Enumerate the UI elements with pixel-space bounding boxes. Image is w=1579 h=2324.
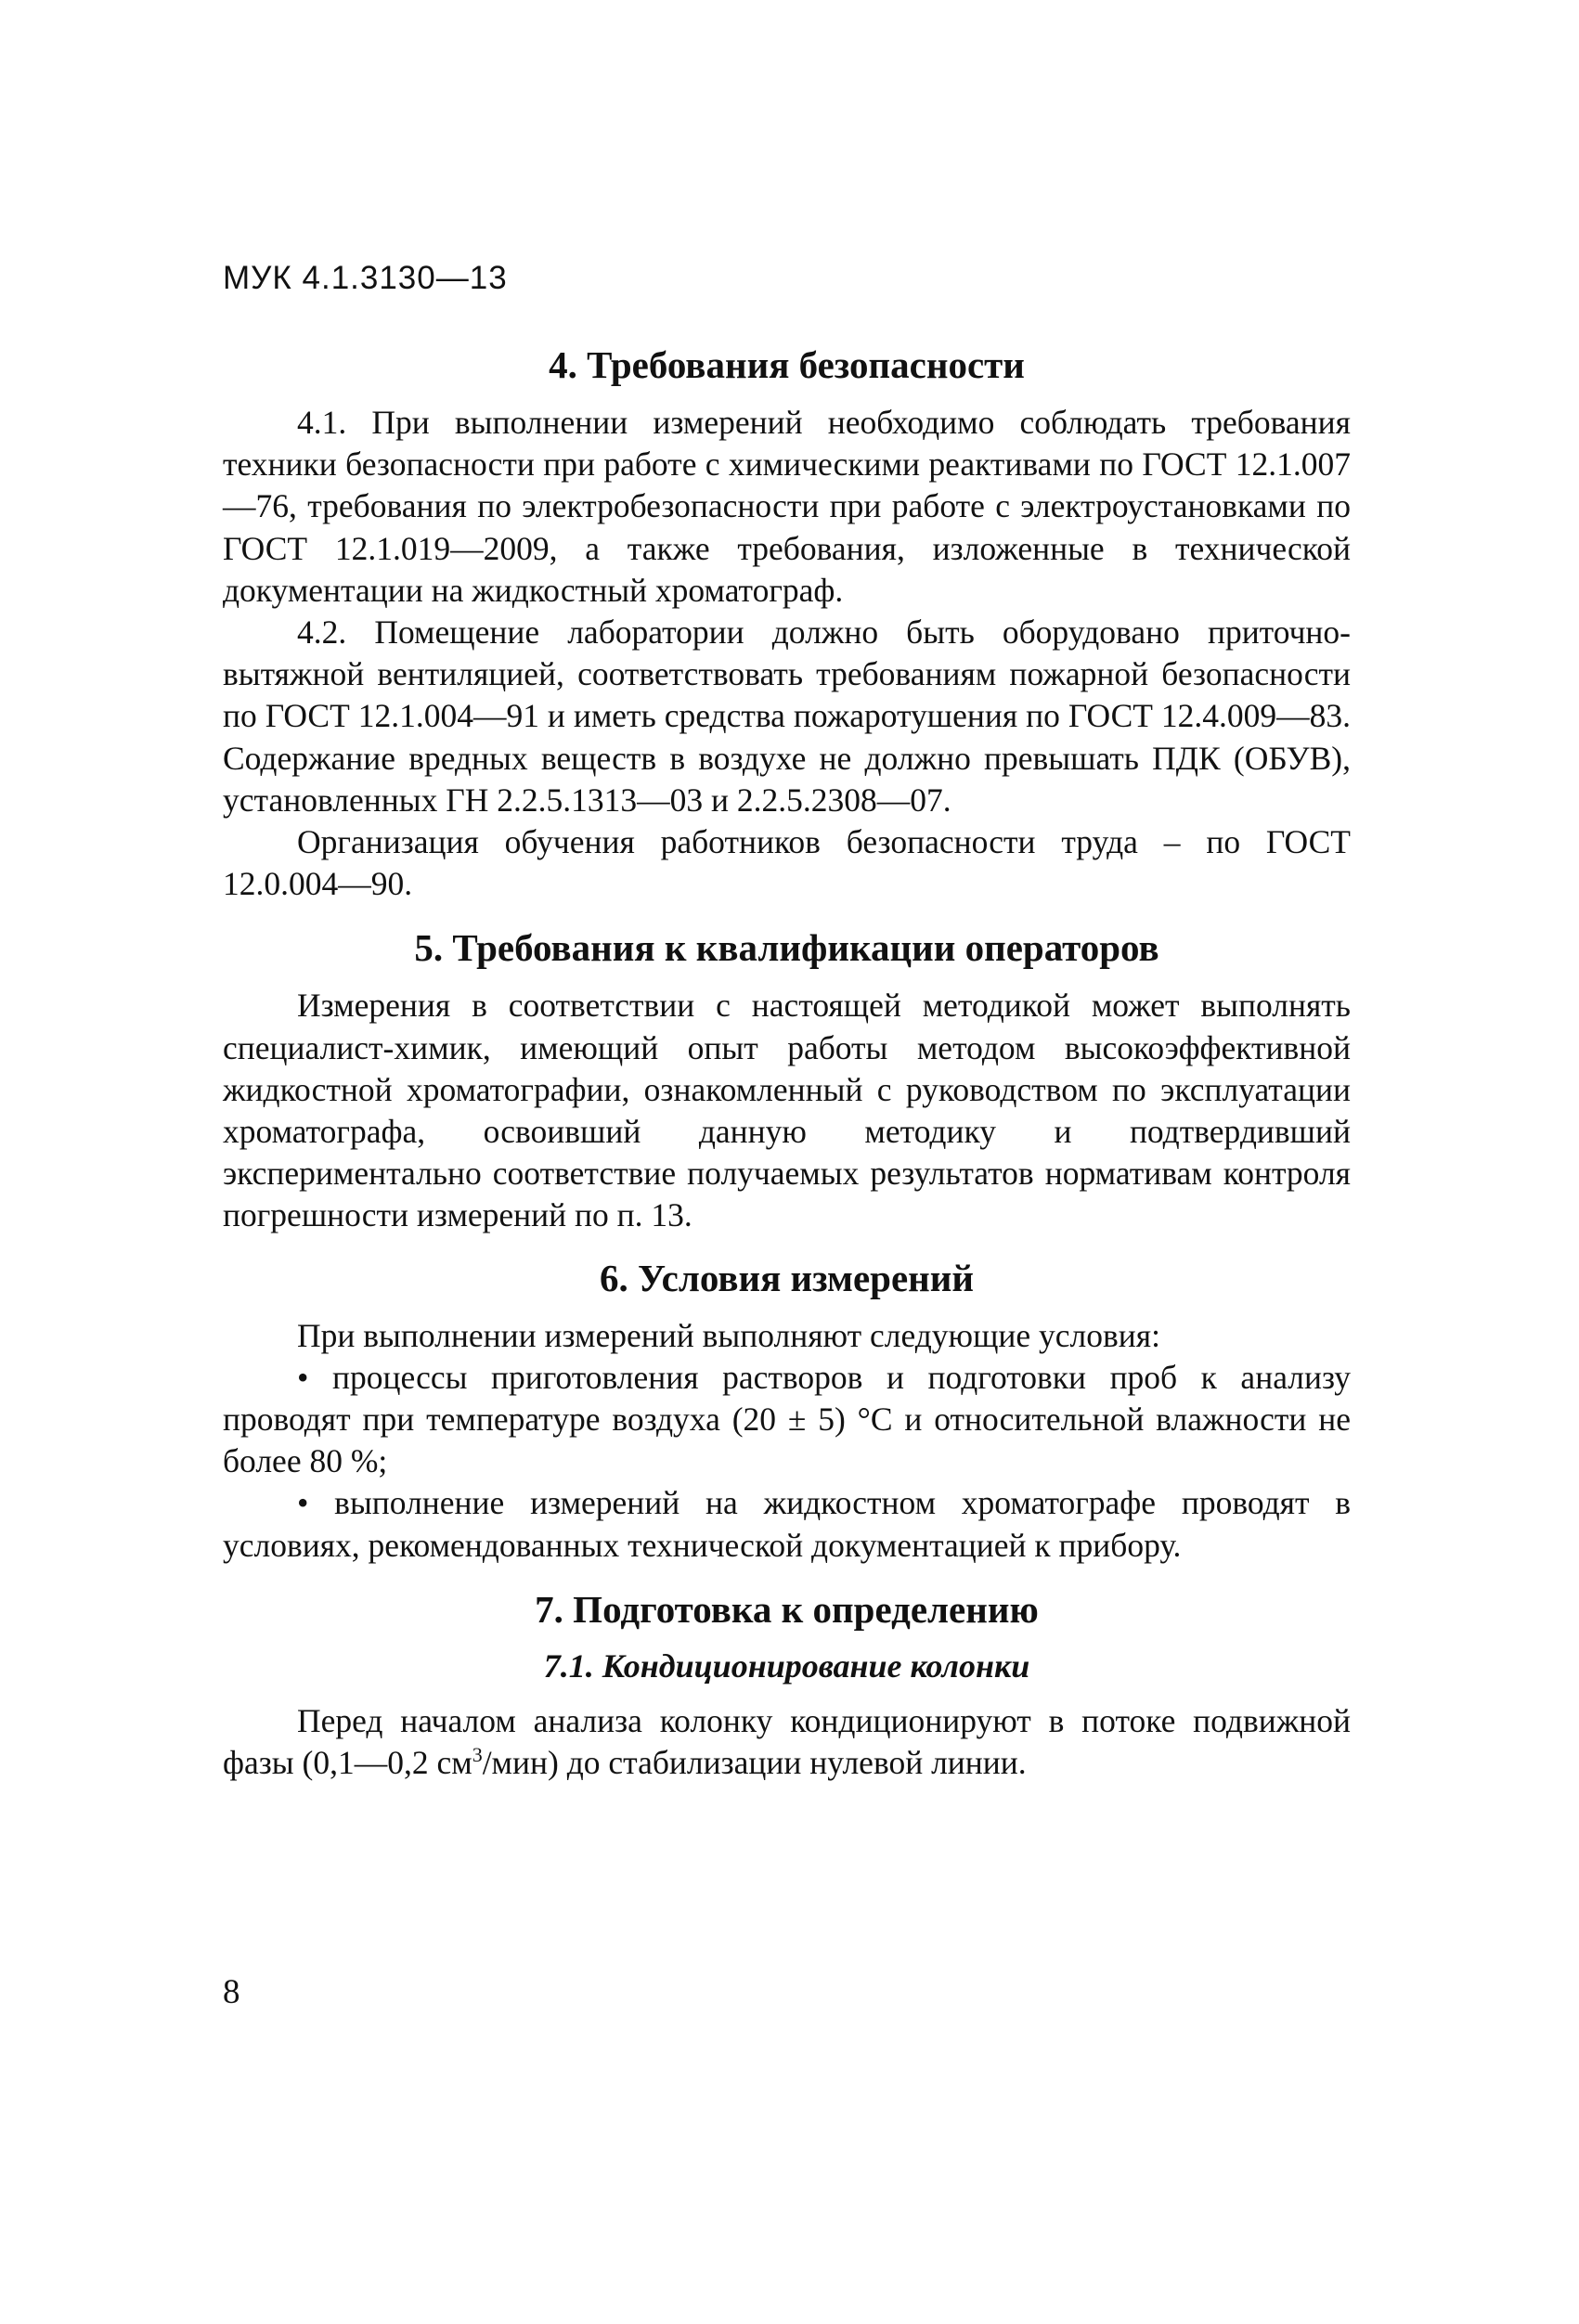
subsection-7-1-title: 7.1. Кондиционирование колонки	[543, 1646, 1030, 1685]
paragraph-6-bullet-2: • выполнение измерений на жидкостном хроматографе проводят в условиях, рекомендованных технической документацией к прибору.	[223, 1484, 1351, 1564]
paragraph-6-bullet-1: • процессы приготовления растворов и подготовки проб к анализу проводят при температуре воздуха (20 ± 5) °С и относительной влажности не более 80 %;	[223, 1358, 1351, 1480]
paragraph-4-1: 4.1. При выполнении измерений необходимо соблюдать требования техники безопасности при работе с химическими реактивами по ГОСТ 12.1.007—76, требования по электробезопасности при работе с электроустановками по ГОСТ 12.1.019—2009, а также требования, изложенные в технической документации на жидкостный хроматограф.	[223, 404, 1351, 609]
section-5-title: 5. Требования к квалификации операторов	[414, 926, 1159, 970]
paragraph-4-training: Организация обучения работников безопасности труда – по ГОСТ 12.0.004—90.	[223, 823, 1351, 903]
superscript-cube: 3	[472, 1743, 483, 1767]
running-header: МУК 4.1.3130—13	[223, 260, 508, 296]
paragraph-4-2: 4.2. Помещение лаборатории должно быть оборудовано приточно-вытяжной вентиляцией, соответствовать требованиям пожарной безопасности по ГОСТ 12.1.004—91 и иметь средства пожаротушения по ГОСТ 12.4.009—83. Содержание вредных веществ в воздухе не должно превышать ПДК (ОБУВ), установленных ГН 2.2.5.1313—03 и 2.2.5.2308—07.	[223, 613, 1351, 819]
page-body	[223, 329, 1351, 1784]
section-6-title: 6. Условия измерений	[599, 1256, 975, 1299]
paragraph-7-1	[223, 1700, 1351, 1784]
paragraph-7-1-text-end: /мин) до стабилизации нулевой линии.	[482, 1744, 1027, 1782]
paragraph-5-qualification: Измерения в соответствии с настоящей методикой может выполнять специалист-химик, имеющий опыт работы методом высокоэффективной жидкостной хроматографии, ознакомленный с руководством по эксплуатации хроматографа, освоивший данную методику и подтвердивший экспериментально соответствие получаемых результатов нормативам контроля погрешности измерений по п. 13.	[223, 987, 1351, 1234]
paragraph-7-1-text-start: Перед началом анализа колонку кондиционируют в потоке подвижной фазы (0,1—0,2 см	[223, 1701, 1351, 1782]
section-4-title: 4. Требования безопасности	[549, 343, 1025, 386]
page-number: 8	[223, 1973, 240, 2011]
paragraph-6-intro: При выполнении измерений выполняют следующие условия:	[297, 1316, 1160, 1354]
section-7-title: 7. Подготовка к определению	[535, 1587, 1039, 1631]
